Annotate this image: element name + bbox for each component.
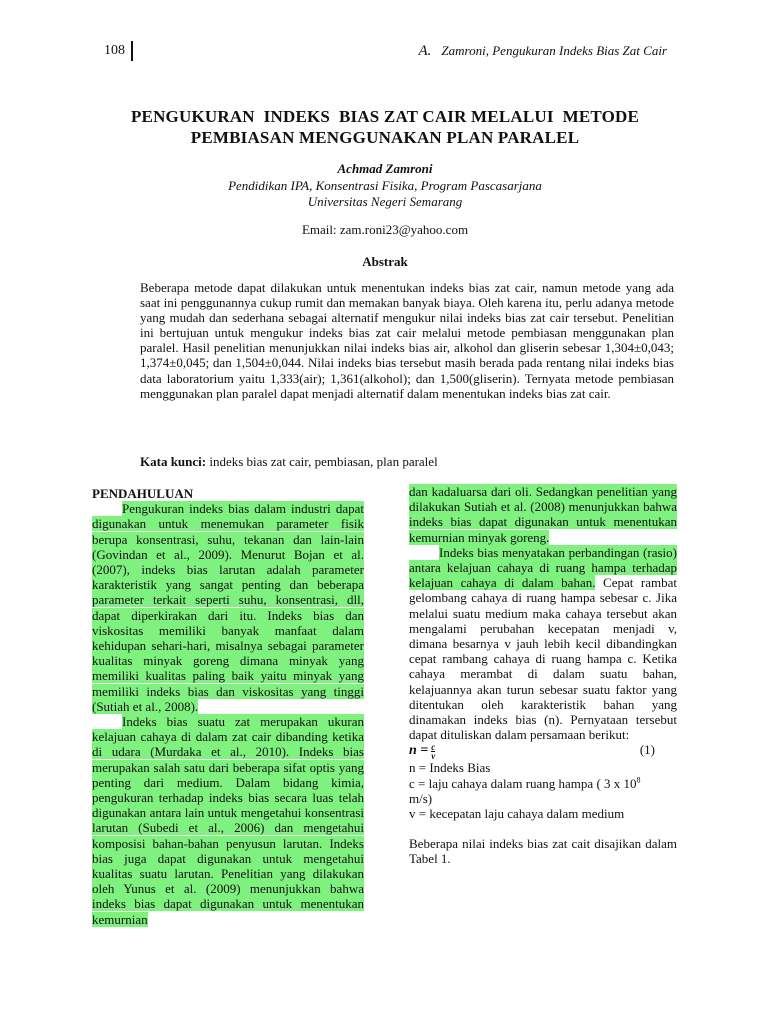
highlighted-text: Pengukuran indeks bias dalam industri dapat digunakan untuk menemukan parameter fisik berupa konsentrasi, suhu, tekanan dan lain-lain (Govindan et al., 2009). Menurut Bojan et al. (2007), indeks bias larutan adalah parameter karakteristik yang sangat penting dan beberapa parameter terkait seperti suhu, konsentrasi, dll, dapat diperkirakan dari itu. Indeks bias dan viskositas memiliki banyak manfaat dalam kehidupan sehari-hari, misalnya sebagai parameter kualitas minyak goreng dimana minyak yang memiliki kualitas paling baik yaitu minyak yang memiliki indeks bias dan viskositas yang tinggi (Sutiah et al., 2008). — [92, 501, 364, 714]
equation-number: (1) — [639, 742, 655, 758]
equation-1 — [409, 742, 677, 760]
abstract-text: Beberapa metode dapat dilakukan untuk menentukan indeks bias zat cair, namun metode yang ada saat ini penggunannya cukup rumit dan memakan banyak biaya. Oleh karena itu, perlu adanya metode yang mudah dan sederhana sebagai alternatif mengukur nilai indeks bias zat cair tersebut. Penelitian ini bertujuan untuk mengukur indeks bias zat cair melalui metode pembiasan menggunakan plan paralel. Hasil penelitian menunjukkan nilai indeks bias air, alkohol dan gliserin sebesar 1,304±0,043; 1,374±0,045; dan 1,504±0,044. Nilai indeks bias tersebut masih berada pada rentang nilai indeks bias data laboratorium yaitu 1,333(air); 1,361(alkohol); dan 1,500(gliserin). Ternyata metode pembiasan menggunakan plan paralel dapat menjadi alternatif dalam menentukan indeks bias zat cair. — [140, 280, 674, 401]
intro-paragraph-1 — [92, 501, 364, 714]
right-paragraph-2 — [409, 545, 677, 743]
definition-c — [409, 776, 677, 791]
highlighted-text: Indeks bias suatu zat merupakan ukuran kelajuan cahaya di dalam zat cair dibanding ketika di udara (Murdaka et al., 2010). Indeks bias merupakan salah satu dari beberapa sifat optis yang penting dari medium. Dalam bidang kimia, pengukuran terhadap indeks bias secara luas telah digunakan antara lain untuk mengetahui konsentrasi larutan (Subedi et al., 2006) dan mengetahui komposisi bahan-bahan penyusun larutan. Indeks bias juga dapat digunakan untuk mengetahui kualitas suatu larutan. Penelitian yang dilakukan oleh Yunus et al. (2009) menunjukkan bahwa indeks bias dapat digunakan untuk menentukan kemurnian — [92, 714, 364, 927]
equation-numerator: c — [431, 741, 436, 752]
definition-c-text: c = laju cahaya dalam ruang hampa ( 3 x 10 — [409, 775, 637, 791]
title-line-1: PENGUKURAN INDEKS BIAS ZAT CAIR MELALUI METODE — [130, 107, 640, 126]
author-name: Achmad Zamroni — [337, 161, 433, 176]
abstract-heading: Abstrak — [362, 254, 408, 269]
affiliation-line-1: Pendidikan IPA, Konsentrasi Fisika, Program Pascasarjana — [228, 178, 542, 193]
page-number: 108 — [104, 43, 125, 58]
definition-v: v = kecepatan laju cahaya dalam medium — [409, 806, 625, 822]
paragraph-text: Cepat rambat gelombang cahaya di ruang hampa sebesar c. Jika melalui suatu medium maka cahaya tersebut akan mengalami perubahan kecepatan menjadi v, dimana besarnya v jauh lebih kecil dibandingkan cepat rambang cahaya di ruang hampa c. Ketika cahaya merambat di dalam suatu bahan, kelajuannya akan turun sebesar suatu faktor yang ditentukan oleh karakteristik bahan yang dinamakan indeks bias (n). Pernyataan tersebut dapat dituliskan dalam persamaan berikut: — [409, 575, 677, 743]
keywords — [140, 454, 438, 470]
keywords-label: Kata kunci: — [140, 454, 207, 469]
right-paragraph-1 — [409, 484, 677, 545]
author-affiliation — [90, 178, 680, 210]
keywords-text: indeks bias zat cair, pembiasan, plan paralel — [206, 454, 438, 469]
highlighted-text: dan kadaluarsa dari oli. Sedangkan penelitian yang dilakukan Sutiah et al. (2008) menunjukkan bahwa indeks bias dapat digunakan untuk menentukan kemurnian minyak goreng. — [409, 484, 677, 545]
definition-c-exponent: 8 — [636, 775, 641, 785]
right-column — [409, 484, 677, 867]
paper-title — [90, 106, 680, 148]
header-divider — [131, 41, 133, 61]
section-heading: PENDAHULUAN — [92, 486, 194, 501]
intro-paragraph-2 — [92, 714, 364, 927]
left-column — [92, 486, 364, 927]
title-line-2: PEMBIASAN MENGGUNAKAN PLAN PARALEL — [190, 128, 580, 147]
equation-fraction — [431, 743, 435, 760]
running-header — [419, 43, 668, 60]
right-paragraph-3: Beberapa nilai indeks bias zat cait disajikan dalam Tabel 1. — [409, 836, 677, 867]
spacer — [409, 821, 677, 836]
author-initial: A. — [418, 43, 432, 59]
equation-lhs: n = — [409, 743, 429, 759]
highlighted-text: Indeks bias menyatakan perbandingan (rasio) antara kelajuan cahaya di ruang hampa terhadap kelajuan cahaya di dalam bahan. — [409, 544, 677, 591]
definition-n: n = Indeks Bias — [409, 760, 491, 776]
affiliation-line-2: Universitas Negeri Semarang — [307, 194, 463, 209]
author-email: Email: zam.roni23@yahoo.com — [301, 222, 469, 237]
equation-denominator: v — [431, 750, 436, 761]
definition-c-unit: m/s) — [409, 790, 433, 806]
running-title: Zamroni, Pengukuran Indeks Bias Zat Cair — [441, 43, 667, 58]
